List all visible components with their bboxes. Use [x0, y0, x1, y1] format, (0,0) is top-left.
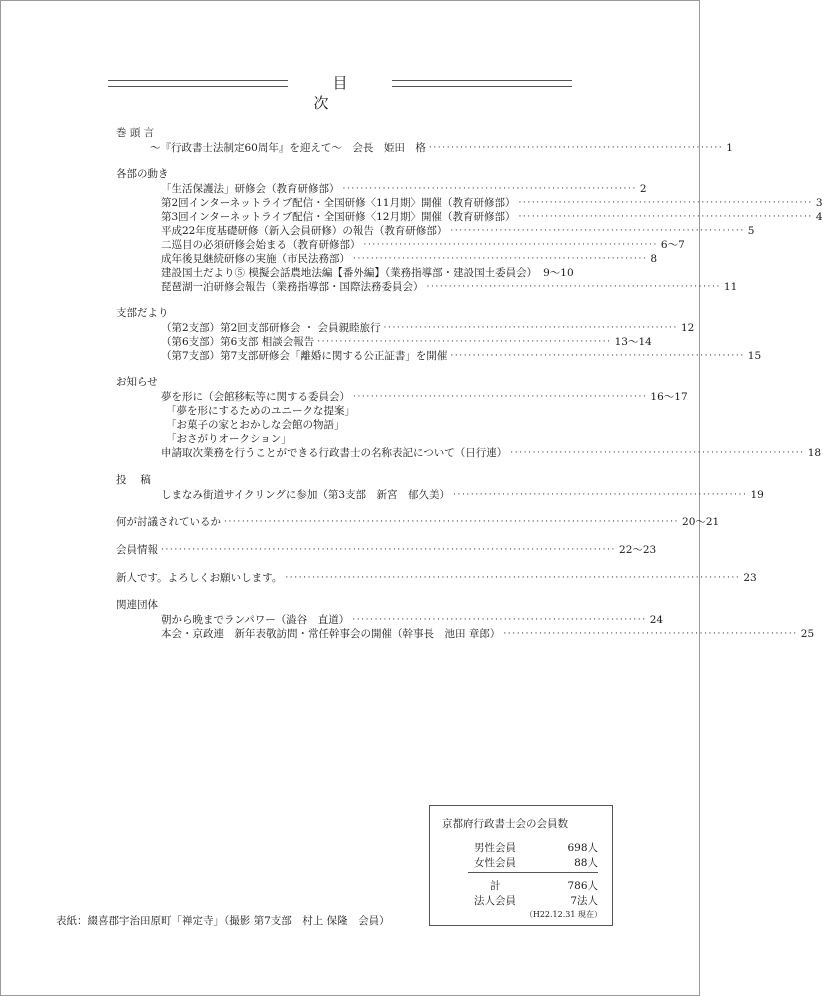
toc-subentry[interactable]: 「おさがりオークション」	[166, 433, 292, 445]
member-row-total	[474, 878, 598, 893]
toc-entry-kaiin[interactable]: 会員情報 ······································································································ 22～23	[116, 544, 657, 556]
toc-entry[interactable]: （第7支部）第7支部研修会「離婚に関する公正証書」を開催 ·································································· 15	[161, 350, 762, 362]
section-title-kantogen: 巻 頭 言	[116, 127, 155, 139]
cover-caption: 表紙：綴喜郡宇治田原町「禅定寺」（撮影 第7支部 村上 保隆 会員）	[56, 915, 390, 927]
member-row-corp	[474, 893, 598, 908]
member-row-male	[474, 840, 598, 855]
member-label: 女性会員	[474, 857, 516, 869]
toc-entry[interactable]: 平成22年度基礎研修（新入会員研修）の報告（教育研修部） ·································································· 5	[161, 225, 755, 237]
toc-entry[interactable]: 朝から晩までランパワー（澁谷 直道） ·································································· 24	[161, 614, 664, 626]
section-title-shibu: 支部だより	[116, 307, 169, 319]
toc-header	[108, 73, 572, 112]
member-count-title: 京都府行政書士会の会員数	[442, 818, 568, 830]
toc-entry[interactable]: （第6支部）第6支部 相談会報告 ·································································· 13～14	[161, 336, 652, 348]
section-title-kakubu: 各部の動き	[116, 168, 169, 180]
toc-entry-nanika[interactable]: 何が討議されているか ······································································································ 20～21	[116, 516, 720, 528]
member-value: 88人	[574, 857, 598, 869]
toc-subentry[interactable]: 「夢を形にするためのユニークな提案」	[166, 405, 355, 417]
header-rule-left	[108, 80, 288, 87]
toc-entry[interactable]: 第2回インターネットライブ配信・全国研修〈11月期〉開催（教育研修部） ·································································· 3	[161, 197, 823, 209]
member-divider	[468, 872, 598, 873]
member-value: 698人	[567, 842, 598, 854]
member-label: 法人会員	[474, 895, 516, 907]
toc-entry[interactable]: 建設国土だより⑤ 模擬会話農地法編【番外編】（業務指導部・建設国土委員会） 9～10	[161, 267, 574, 279]
toc-entry[interactable]: （第2支部）第2回支部研修会 ・ 会員親睦旅行 ·································································· 12	[161, 322, 695, 334]
section-title-kanren: 関連団体	[116, 599, 158, 611]
toc-entry[interactable]: 琵琶湖一泊研修会報告（業務指導部・国際法務委員会） ·································································· 11	[161, 281, 738, 293]
section-title-oshirase: お知らせ	[116, 376, 158, 388]
member-count-note: （H22.12.31 現在）	[524, 910, 602, 919]
toc-entry[interactable]: 「生活保護法」研修会（教育研修部） ·································································· 2	[161, 183, 647, 195]
toc-entry-shinjin[interactable]: 新人です。よろしくお願いします。 ······································································································ 23	[116, 572, 757, 584]
toc-entry[interactable]: 本会・京政連 新年表敬訪問・常任幹事会の開催（幹事長 池田 章郎） ·································································· 25	[161, 628, 815, 640]
member-value: 786人	[567, 880, 598, 892]
member-count-box	[429, 805, 613, 926]
member-value: 7法人	[570, 895, 598, 907]
section-title-toko: 投 稿	[116, 474, 151, 486]
toc-subentry[interactable]: 「お菓子の家とおかしな会館の物語」	[166, 419, 345, 431]
toc-entry[interactable]: 申請取次業務を行うことができる行政書士の名称表記について（日行連） ·································································· 18	[161, 447, 822, 459]
toc-entry[interactable]: 成年後見継続研修の実施（市民法務部） ·································································· 8	[161, 253, 658, 265]
member-row-female	[474, 855, 598, 870]
toc-entry[interactable]: 夢を形に（会館移転等に関する委員会） ·································································· 16～17	[161, 391, 688, 403]
toc-entry[interactable]: 二巡目の必須研修会始まる（教育研修部） ·································································· 6～7	[161, 239, 685, 251]
toc-entry[interactable]: しまなみ街道サイクリングに参加（第3支部 新宮 郁久美） ·································································· 19	[161, 489, 764, 501]
member-label: 男性会員	[474, 842, 516, 854]
toc-entry[interactable]: ～『行政書士法制定60周年』を迎えて～ 会長 姫田 格 ·································································· 1	[150, 142, 733, 154]
header-rule-right	[392, 80, 572, 87]
toc-title: 目次	[313, 74, 386, 112]
toc-entry[interactable]: 第3回インターネットライブ配信・全国研修〈12月期〉開催（教育研修部） ·································································· 4	[161, 211, 823, 223]
member-label: 計	[490, 880, 501, 892]
